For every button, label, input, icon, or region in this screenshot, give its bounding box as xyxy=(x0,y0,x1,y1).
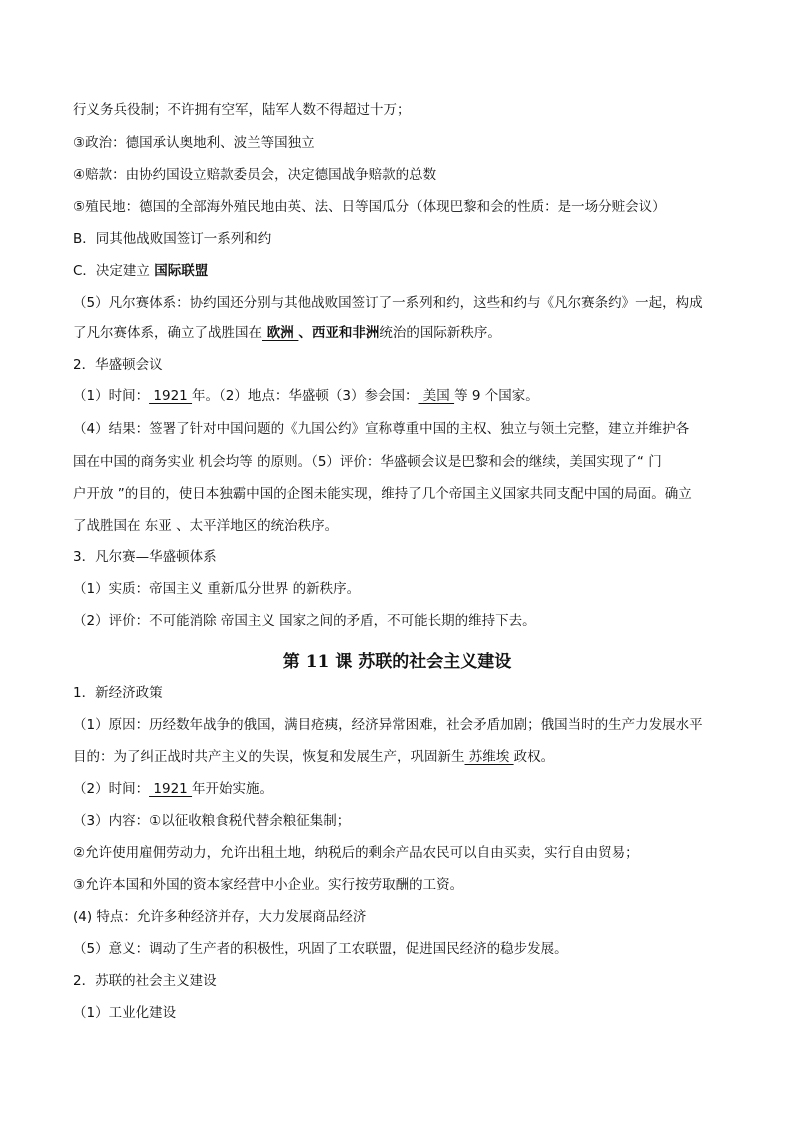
line-text: （2）时间： xyxy=(73,781,150,797)
line-text: 等 9 个国家。 xyxy=(454,388,539,404)
text-line xyxy=(73,452,662,472)
line-text: (4) 特点：允许多种经济并存，大力发展商品经济 xyxy=(73,909,367,925)
line-text: ③允许本国和外国的资本家经营中小企业。实行按劳取酬的工资。 xyxy=(73,877,464,893)
section-heading: 2．华盛顿会议 xyxy=(73,357,163,373)
line-text: 行义务兵役制；不许拥有空军，陆军人数不得超过十万； xyxy=(73,102,411,118)
section-heading: 3．凡尔赛—华盛顿体系 xyxy=(73,549,217,565)
text-line xyxy=(73,386,539,406)
text-line xyxy=(73,229,271,249)
text-line xyxy=(73,715,703,735)
line-text: ②允许使用雇佣劳动力，允许出租土地，纳税后的剩余产品农民可以自由买卖，实行自由贸易； xyxy=(73,845,639,861)
text-line xyxy=(73,419,689,439)
text-line xyxy=(73,811,350,831)
line-text: ⑤殖民地：德国的全部海外殖民地由英、法、日等国瓜分（体现巴黎和会的性质：是一场分赃会议） xyxy=(73,199,666,215)
answer-blank: 美国 xyxy=(418,388,455,404)
answer-blank: 苏维埃 xyxy=(464,749,514,765)
answer-text: 国际联盟 xyxy=(154,263,209,279)
text-line xyxy=(73,579,360,599)
text-line xyxy=(73,547,217,567)
text-line xyxy=(73,683,163,703)
text-line xyxy=(73,323,501,343)
text-line xyxy=(73,133,315,153)
text-line xyxy=(73,261,208,281)
section-heading: 2．苏联的社会主义建设 xyxy=(73,973,217,989)
line-text: 目的：为了纠正战时共产主义的失误，恢复和发展生产，巩固新生 xyxy=(73,749,465,765)
line-text: 年。（2）地点：华盛顿（3）参会国： xyxy=(192,388,419,404)
line-text: C．决定建立 xyxy=(73,263,155,279)
line-text: 国在中国的商务实业 机会均等 的原则。（5）评价：华盛顿会议是巴黎和会的继续，美国实现了“ 门 xyxy=(73,454,662,470)
text-line xyxy=(73,843,639,863)
line-text: （1）时间： xyxy=(73,388,150,404)
text-line xyxy=(73,293,703,313)
line-text: 户开放 ”的目的，使日本独霸中国的企图未能实现，维持了几个帝国主义国家共同支配中国的局面。确立 xyxy=(73,486,692,502)
text-line xyxy=(73,516,338,536)
text-line xyxy=(73,875,463,895)
line-text: （3）内容：①以征收粮食税代替余粮征集制； xyxy=(73,813,351,829)
line-text: （4）结果：签署了针对中国问题的《九国公约》宣称尊重中国的主权、独立与领土完整，建立并维护各 xyxy=(73,421,690,437)
text-line xyxy=(73,100,411,120)
line-text: （5）意义：调动了生产者的积极性，巩固了工农联盟，促进国民经济的稳步发展。 xyxy=(73,941,568,957)
answer-blank: 1921 xyxy=(149,388,193,404)
line-text: ③政治：德国承认奥地利、波兰等国独立 xyxy=(73,135,315,151)
line-text: 了凡尔赛体系，确立了战胜国在 xyxy=(73,325,262,341)
line-text: B．同其他战败国签订一系列和约 xyxy=(73,231,272,247)
text-line xyxy=(73,484,692,504)
lesson-title: 第 11 课 苏联的社会主义建设 xyxy=(282,652,512,672)
line-text: 政权。 xyxy=(513,749,555,765)
line-text: ④赔款：由协约国设立赔款委员会，决定德国战争赔款的总数 xyxy=(73,167,437,183)
answer-blank: 欧洲 xyxy=(262,325,299,341)
answer-text: 、西亚和非洲 xyxy=(298,325,380,341)
section-heading: 1．新经济政策 xyxy=(73,685,163,701)
text-line xyxy=(73,939,568,959)
line-text: 年开始实施。 xyxy=(192,781,274,797)
line-text: 了战胜国在 东亚 、太平洋地区的统治秩序。 xyxy=(73,518,339,534)
text-line xyxy=(73,779,273,799)
text-line xyxy=(73,611,536,631)
line-text: （5）凡尔赛体系：协约国还分别与其他战败国签订了一系列和约，这些和约与《凡尔赛条约》一起，构成 xyxy=(73,295,703,311)
text-line xyxy=(73,165,436,185)
line-text: （1）实质：帝国主义 重新瓜分世界 的新秩序。 xyxy=(73,581,361,597)
line-text: （1）工业化建设 xyxy=(73,1005,177,1021)
line-text: 统治的国际新秩序。 xyxy=(379,325,501,341)
text-line xyxy=(73,747,554,767)
line-text: （1）原因：历经数年战争的俄国，满目疮痍，经济异常困难，社会矛盾加剧；俄国当时的生产力发展水平 xyxy=(73,717,703,733)
line-text: （2）评价：不可能消除 帝国主义 国家之间的矛盾，不可能长期的维持下去。 xyxy=(73,613,536,629)
text-line xyxy=(73,907,366,927)
text-line xyxy=(73,971,217,991)
answer-blank: 1921 xyxy=(149,781,193,797)
text-line xyxy=(73,1003,176,1023)
text-line xyxy=(73,197,666,217)
text-line xyxy=(73,355,163,375)
